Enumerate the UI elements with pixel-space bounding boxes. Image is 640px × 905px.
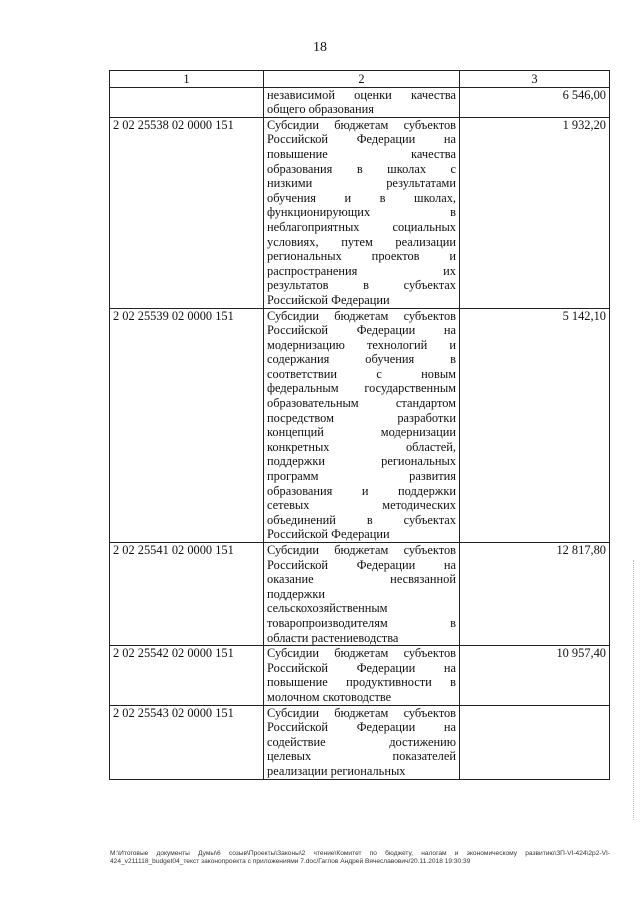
description-line: региональных проектов и — [267, 249, 456, 264]
description-line: области растениеводства — [267, 630, 399, 645]
description-line: низкими результатами — [267, 176, 456, 191]
budget-code-cell: 2 02 25538 02 0000 151 — [110, 117, 264, 308]
column-header-2: 2 — [264, 71, 460, 88]
description-line: образования в школах с — [267, 161, 456, 176]
description-line: содействие достижению — [267, 734, 456, 749]
description-line: общего образования — [267, 102, 374, 117]
table-row — [110, 308, 610, 543]
description-line: независимой оценки качества — [267, 87, 456, 102]
description-line: поддержки региональных — [267, 454, 456, 469]
description-cell — [264, 705, 460, 779]
description-line: Субсидии бюджетам субъектов — [267, 117, 456, 132]
description-line: образовательным стандартом — [267, 396, 456, 411]
table-row — [110, 117, 610, 308]
description-line: Российской Федерации на — [267, 720, 456, 735]
description-line: распространения их — [267, 263, 456, 278]
description-line: программ развития — [267, 469, 456, 484]
description-line: Российской Федерации на — [267, 557, 456, 572]
table-row — [110, 543, 610, 646]
column-header-3: 3 — [460, 71, 610, 88]
column-header-1: 1 — [110, 71, 264, 88]
description-line: Субсидии бюджетам субъектов — [267, 646, 456, 661]
document-file-path: М:\Итоговые документы Думы\6 созыв\Проекты\Законы\2 чтение\Комитет по бюджету, налогам и экономическому развитию\ЗП-VI-424\2р2-VI-424_v211118_budget04_текст законопроекта с приложениями 7.doc/Гаглов Андрей Вячеславович/20.11.2018 19:30:39 — [110, 850, 610, 865]
description-line: реализации региональных — [267, 763, 406, 778]
budget-table — [109, 70, 610, 780]
budget-code-cell: 2 02 25543 02 0000 151 — [110, 705, 264, 779]
description-line: содержания обучения в — [267, 352, 456, 367]
table-row — [110, 646, 610, 705]
budget-code-cell: 2 02 25539 02 0000 151 — [110, 308, 264, 543]
description-line: обучения и в школах, — [267, 190, 456, 205]
description-cell — [264, 117, 460, 308]
table-row — [110, 705, 610, 779]
description-line: повышение продуктивности в — [267, 675, 456, 690]
description-cell — [264, 308, 460, 543]
table-row — [110, 87, 610, 117]
description-cell — [264, 87, 460, 117]
description-line: сельскохозяйственным — [267, 601, 388, 616]
amount-cell: 1 932,20 — [460, 117, 610, 308]
description-cell — [264, 543, 460, 646]
description-line: Российской Федерации на — [267, 660, 456, 675]
amount-cell: 5 142,10 — [460, 308, 610, 543]
description-line: образования и поддержки — [267, 483, 456, 498]
description-line: поддержки — [267, 586, 325, 601]
amount-cell — [460, 705, 610, 779]
budget-code-cell: 2 02 25541 02 0000 151 — [110, 543, 264, 646]
description-line: Российской Федерации — [267, 292, 390, 307]
description-line: концепций модернизации — [267, 425, 456, 440]
budget-code-cell — [110, 87, 264, 117]
description-line: объединений в субъектах — [267, 512, 456, 527]
description-line: молочном скотоводстве — [267, 689, 392, 704]
description-line: Субсидии бюджетам субъектов — [267, 705, 456, 720]
page-number: 18 — [313, 40, 327, 55]
description-line: Субсидии бюджетам субъектов — [267, 543, 456, 557]
description-line: условиях, путем реализации — [267, 234, 456, 249]
description-line: Российской Федерации на — [267, 323, 456, 338]
description-line: целевых показателей — [267, 749, 456, 764]
description-line: результатов в субъектах — [267, 278, 456, 293]
description-line: оказание несвязанной — [267, 572, 456, 587]
table-header-row — [110, 71, 610, 88]
description-line: Субсидии бюджетам субъектов — [267, 308, 456, 323]
budget-code-cell: 2 02 25542 02 0000 151 — [110, 646, 264, 705]
description-line: сетевых методических — [267, 498, 456, 513]
scan-margin-marks — [633, 560, 636, 820]
description-line: федеральным государственным — [267, 381, 456, 396]
description-line: функционирующих в — [267, 205, 456, 220]
description-cell — [264, 646, 460, 705]
description-line: Российской Федерации на — [267, 132, 456, 147]
description-line: соответствии с новым — [267, 366, 456, 381]
description-line: конкретных областей, — [267, 439, 456, 454]
amount-cell: 10 957,40 — [460, 646, 610, 705]
description-line: Российской Федерации — [267, 527, 390, 542]
description-line: повышение качества — [267, 146, 456, 161]
description-line: товаропроизводителям в — [267, 615, 456, 630]
description-line: модернизацию технологий и — [267, 337, 456, 352]
description-line: неблагоприятных социальных — [267, 219, 456, 234]
amount-cell: 6 546,00 — [460, 87, 610, 117]
description-line: посредством разработки — [267, 410, 456, 425]
amount-cell: 12 817,80 — [460, 543, 610, 646]
